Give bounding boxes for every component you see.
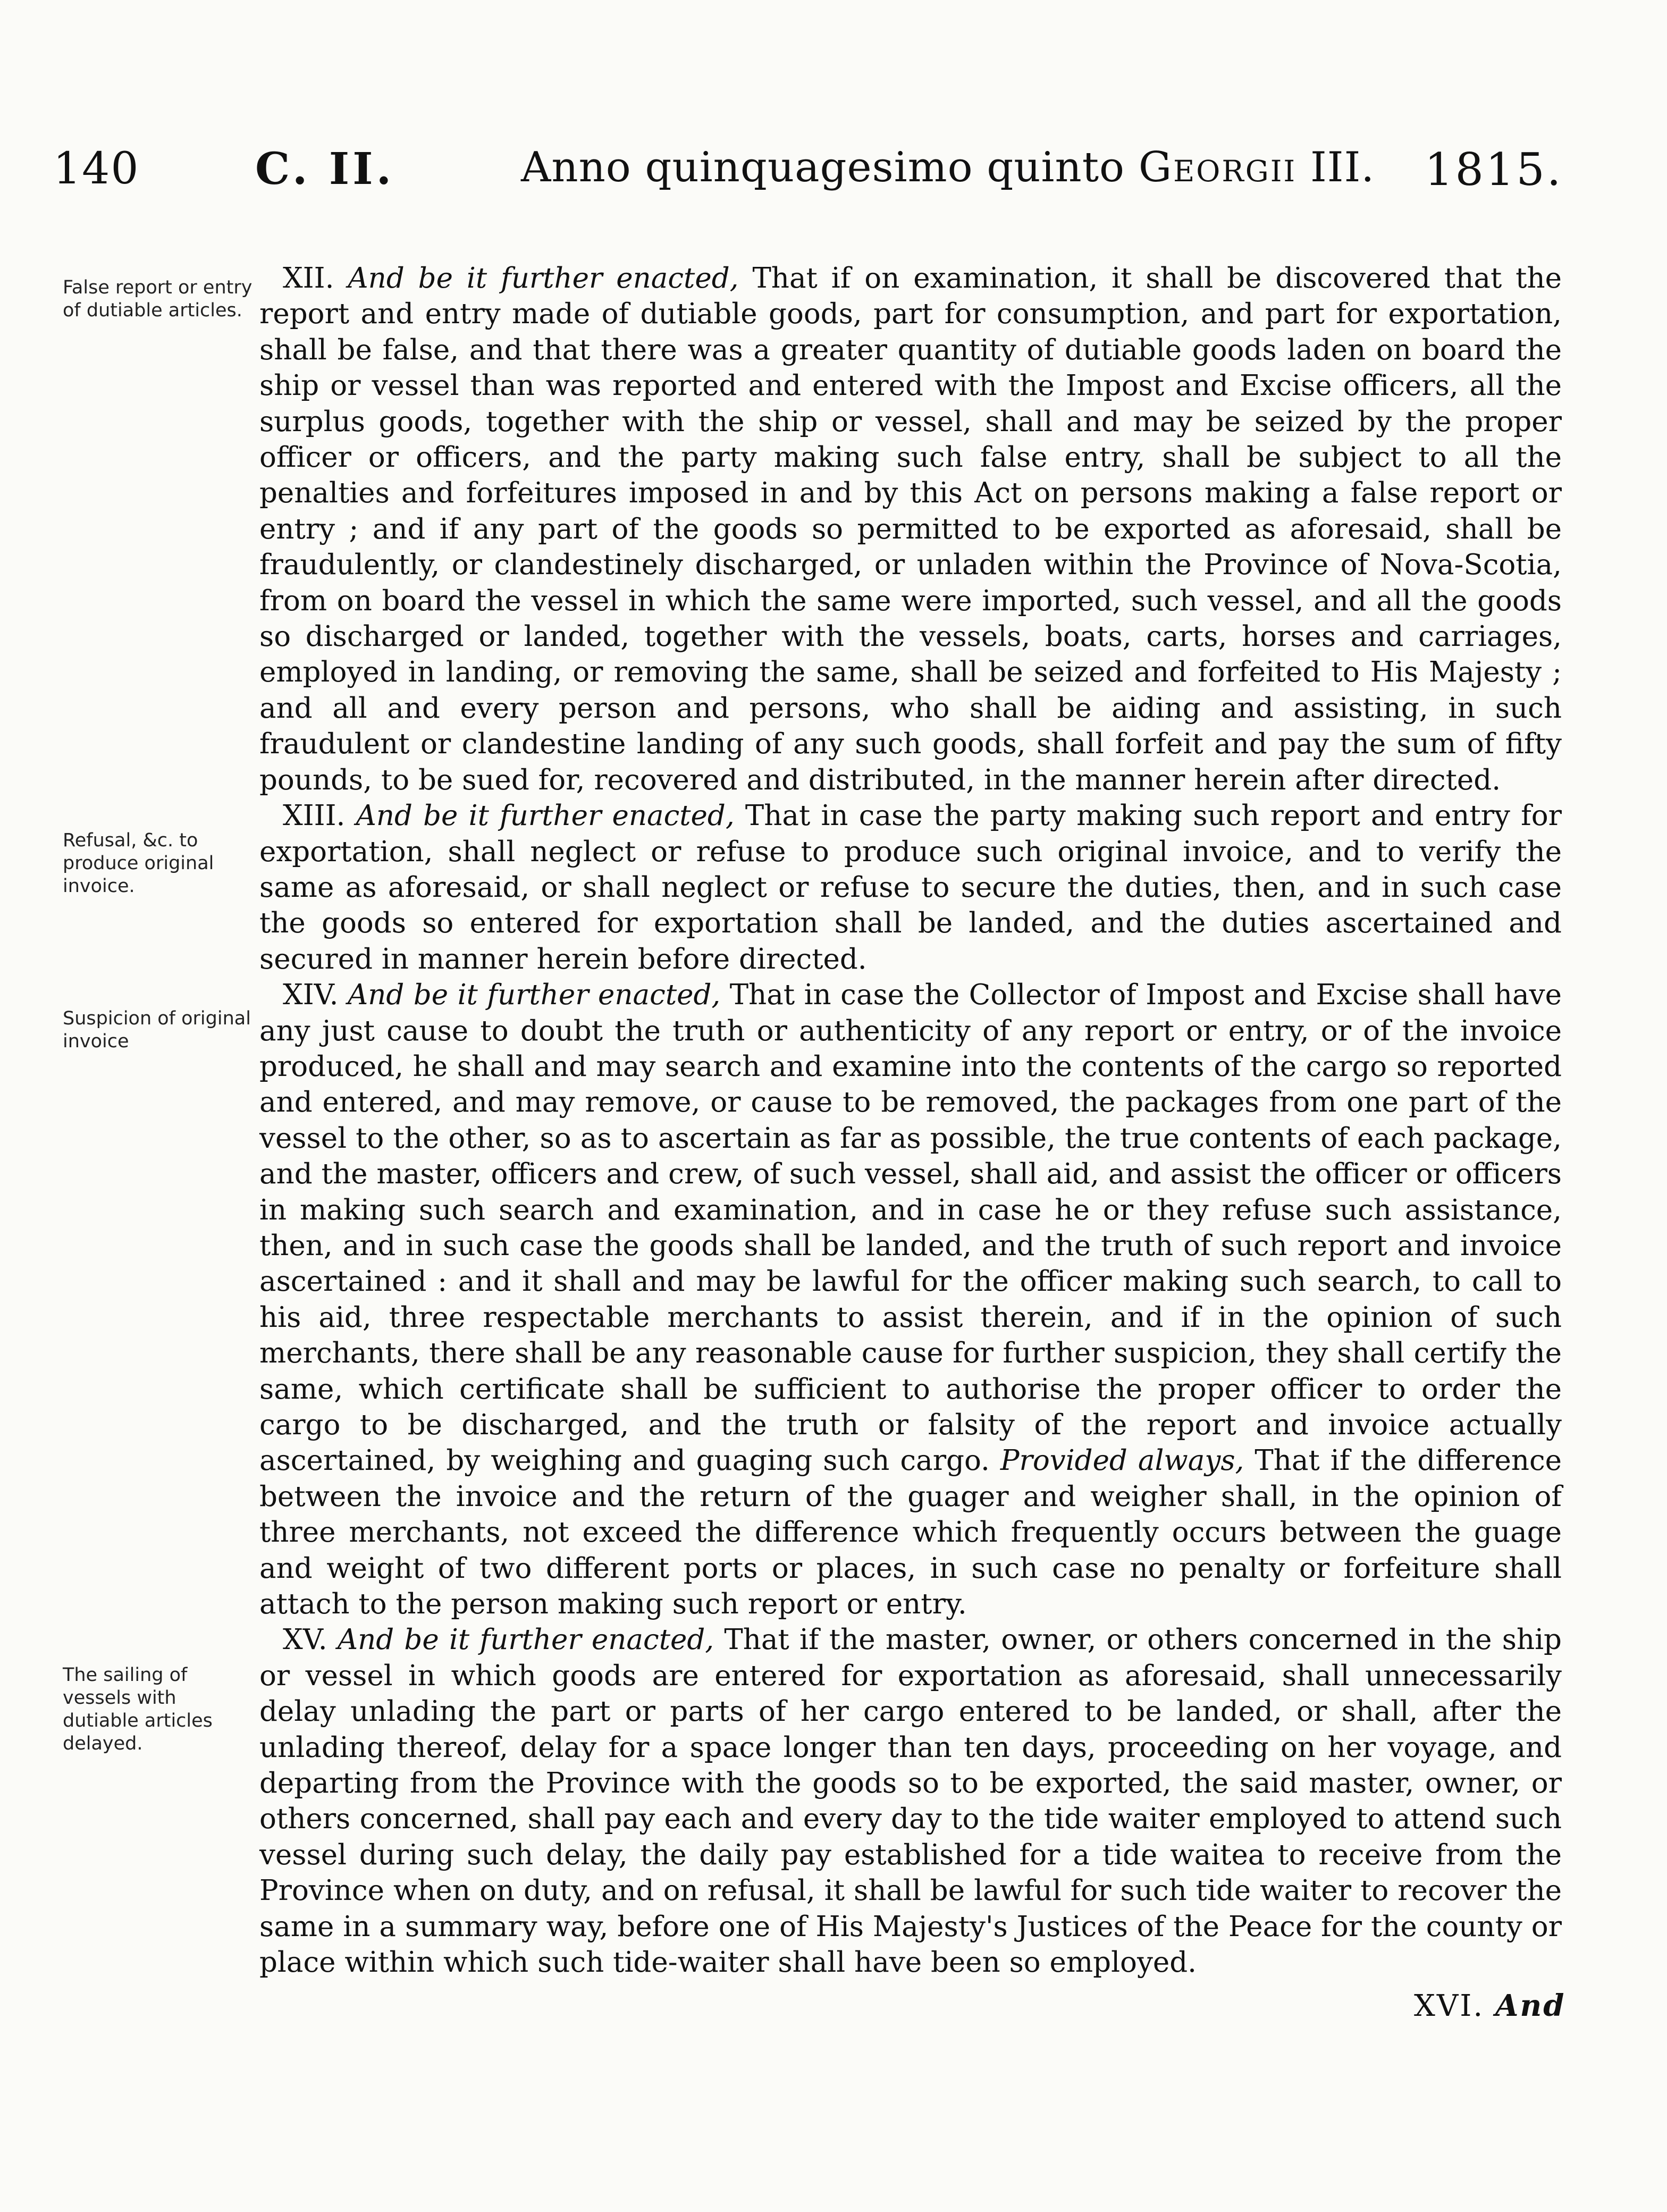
catchword [1414,1988,1565,2023]
section-xiii [259,798,1562,977]
section-xii [259,260,1562,798]
margin-note-refusal: Refusal, &c. to produce original invoice. [63,830,214,897]
section-number: XII. [283,262,334,295]
section-text: That in case the Collector of Impost and Excise shall have any just cause to doubt the truth or authenticity of any report or entry, or of the invoice produced, he shall and may search and examine into the contents of the cargo so reported and entered, and may remove, or cause to be removed, the packages from one part of the vessel to the other, so as to ascertain as far as possible, the true contents of each package, and the master, officers and crew, of such vessel, shall aid, and assist the officer or officers in making such search and examination, and in case he or they refuse such assistance, then, and in such case the goods shall be landed, and the truth of such report and invoice ascertained : and it shall and may be lawful for the officer making such search, to call to his aid, three respectable merchants to assist therein, and if in the opinion of such merchants, there shall be any reasonable cause for further suspicion, they shall certify the same, which certificate shall be sufficient to authorise the proper officer to order the cargo to be discharged, and the truth or falsity of the report and invoice actually ascertained, by weighing and guaging such cargo. [259,979,1562,1477]
title-prefix: Anno quinquagesimo quinto [521,144,1125,191]
section-text: That if on examination, it shall be discovered that the report and entry made of dutiable goods, part for consumption, and part for exportation, shall be false, and that there was a greater quantity of dutiable goods laden on board the ship or vessel than was reported and entered with the Impost and Excise officers, all the surplus goods, together with the ship or vessel, shall and may be seized by the proper officer or officers, and the party making such false entry, shall be subject to all the penalties and forfeitures imposed in and by this Act on persons making a false report or entry ; and if any part of the goods so permitted to be exported as aforesaid, shall be fraudulently, or clandestinely discharged, or unladen within the Province of Nova-Scotia, from on board the vessel in which the same were imported, such vessel, and all the goods so discharged or landed, together with the vessels, boats, carts, horses and carriages, employed in landing, or removing the same, shall be seized and forfeited to His Majesty ; and all and every person and persons, who shall be aiding and assisting, in such fraudulent or clandestine landing of any such goods, shall forfeit and pay the sum of fifty pounds, to be sued for, recovered and distributed, in the manner herein after directed. [259,262,1562,796]
chapter-number: C. II. [255,144,395,195]
section-xiv [259,977,1562,1622]
running-title [521,144,1375,191]
page-number: 140 [53,144,140,194]
margin-note-suspicion: Suspicion of original invoice [63,1008,251,1052]
title-suffix: III. [1310,144,1375,191]
margin-note-sailing-delayed: The sailing of vessels with dutiable articles delayed. [63,1664,213,1754]
enacting-phrase: And be it further enacted, [356,800,735,832]
proviso-phrase: Provided always, [1000,1444,1244,1477]
proviso-text: That if the difference between the invoice and the return of the guager and weigher shall, in the opinion of three merchants, not exceed the difference which frequently occurs between the guage and weight of two different ports or places, in such case no penalty or forfeiture shall attach to the person making such report or entry. [259,1444,1562,1621]
enacting-phrase: And be it further enacted, [348,979,721,1012]
catchword-word: And [1495,1988,1566,2023]
enacting-phrase: And be it further enacted, [348,262,739,295]
running-header [0,144,1667,229]
enacting-phrase: And be it further enacted, [337,1624,714,1656]
catchword-number: XVI. [1414,1989,1485,2023]
section-xv [259,1622,1562,1980]
section-text: That if the master, owner, or others concerned in the ship or vessel in which goods are entered for exportation as aforesaid, shall unnecessarily delay unlading the part or parts of her cargo entered to be landed, or shall, after the unlading thereof, delay for a space longer than ten days, proceeding on her voyage, and departing from the Province with the goods so to be exported, the said master, owner, or others concerned, shall pay each and every day to the tide waiter employed to attend such vessel during such delay, the daily pay established for a tide waitea to receive from the Province when on duty, and on refusal, it shall be lawful for such tide waiter to recover the same in a summary way, before one of His Majesty's Justices of the Peace for the county or place within which such tide-waiter shall have been so employed. [259,1624,1562,1979]
title-king: Georgii [1138,144,1297,191]
section-number: XIV. [283,979,339,1012]
year: 1815. [1425,144,1563,196]
margin-note-false-report: False report or entry of dutiable articles. [63,277,252,321]
statute-body [259,260,1562,1981]
section-number: XV. [283,1624,327,1656]
section-number: XIII. [283,800,346,832]
section-text: That in case the party making such report and entry for exportation, shall neglect or refuse to produce such original invoice, and to verify the same as aforesaid, or shall neglect or refuse to secure the duties, then, and in such case the goods so entered for exportation shall be landed, and the duties ascertained and secured in manner herein before directed. [259,800,1562,975]
